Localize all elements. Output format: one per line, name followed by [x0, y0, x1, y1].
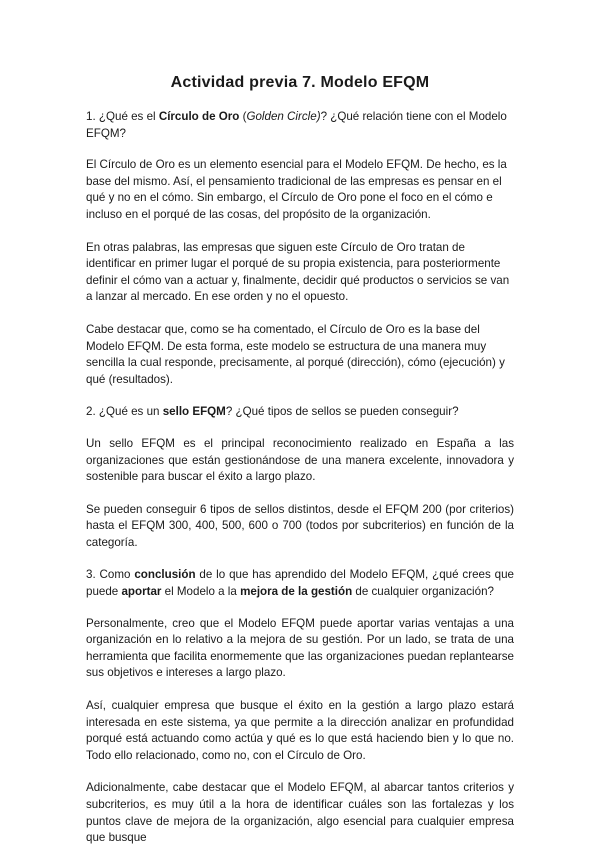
- answer-1-paragraph-3: Cabe destacar que, como se ha comentado, el Círculo de Oro es la base del Modelo EFQM. De esta forma, este modelo se estructura de una manera muy sencilla la cual responde, precisamente, al porqué (dirección), cómo (ejecución) y qué (resultados).: [86, 322, 505, 386]
- document-page: [86, 73, 514, 863]
- answer-2-paragraph-1: Un sello EFQM es el principal reconocimiento realizado en España a las organizaciones que están gestionándose de una manera excelente, innovadora y sostenible para buscar el éxito a largo plazo.: [86, 436, 514, 484]
- question-1: 1. ¿Qué es el Círculo de Oro (Golden Circle)? ¿Qué relación tiene con el Modelo EFQM?: [86, 110, 507, 140]
- question-3: 3. Como conclusión de lo que has aprendido del Modelo EFQM, ¿qué crees que puede aportar el Modelo a la mejora de la gestión de cualquier organización?: [86, 568, 514, 599]
- answer-3-paragraph-2: Así, cualquier empresa que busque el éxito en la gestión a largo plazo estará interesada en este sistema, ya que permite a la dirección analizar en profundidad porqué está actuando como actúa y qué es lo que está haciendo bien y lo que no. Todo ello relacionado, como no, con el Círculo de Oro.: [86, 699, 514, 762]
- question-2: 2. ¿Qué es un sello EFQM? ¿Qué tipos de sellos se pueden conseguir?: [86, 405, 459, 419]
- answer-2-paragraph-2: Se pueden conseguir 6 tipos de sellos distintos, desde el EFQM 200 (por criterios) hasta el EFQM 300, 400, 500, 600 o 700 (todos por subcriterios) en función de la categoría.: [86, 502, 514, 549]
- answer-3-paragraph-1: Personalmente, creo que el Modelo EFQM puede aportar varias ventajas a una organización en lo relativo a la mejora de su gestión. Por un lado, se trata de una herramienta que facilita enormemente que las organizaciones puedan replantearse sus objetivos e intereses a largo plazo.: [86, 616, 514, 680]
- document-title: Actividad previa 7. Modelo EFQM: [170, 74, 430, 91]
- answer-1-paragraph-2: En otras palabras, las empresas que siguen este Círculo de Oro tratan de identificar en primer lugar el porqué de su propia existencia, para posteriormente definir el cómo van a actuar y, finalmente, decidir qué productos o servicios se van a lanzar al mercado. En ese orden y no el opuesto.: [86, 240, 510, 304]
- answer-1-paragraph-1: El Círculo de Oro es un elemento esencial para el Modelo EFQM. De hecho, es la base del mismo. Así, el pensamiento tradicional de las empresas es pensar en el qué y no en el cómo. Sin embargo, el Círculo de Oro pone el foco en el cómo e incluso en el porqué de las cosas, del propósito de la organización.: [86, 158, 507, 221]
- answer-3-paragraph-3: Adicionalmente, cabe destacar que el Modelo EFQM, al abarcar tantos criterios y subcriterios, es muy útil a la hora de identificar cuáles son las fortalezas y los puntos clave de mejora de la organización, algo esencial para cualquier empresa que busque: [86, 781, 514, 845]
